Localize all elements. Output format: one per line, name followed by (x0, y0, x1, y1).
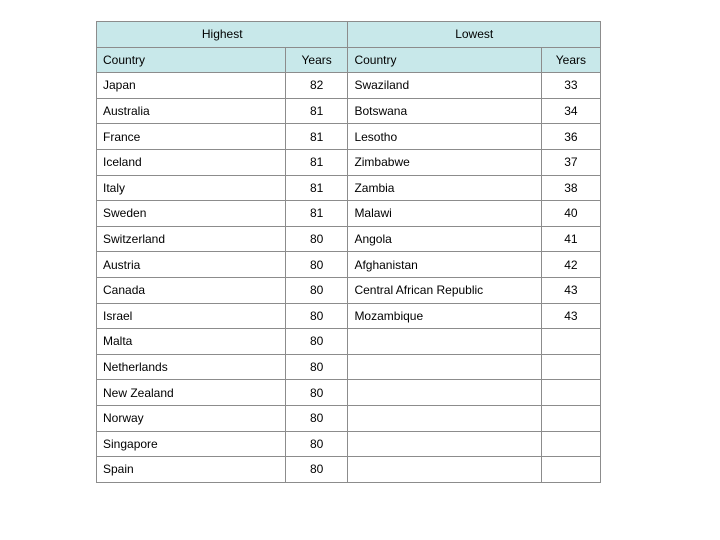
highest-years-cell: 80 (285, 431, 348, 457)
highest-country-cell: Sweden (97, 201, 286, 227)
lowest-years-cell: 34 (541, 98, 600, 124)
highest-years-cell: 81 (285, 98, 348, 124)
table-row (97, 457, 601, 483)
highest-country-cell: New Zealand (97, 380, 286, 406)
highest-country-cell: Italy (97, 175, 286, 201)
highest-country-cell: Austria (97, 252, 286, 278)
highest-country-cell: Australia (97, 98, 286, 124)
highest-years-cell: 80 (285, 405, 348, 431)
highest-years-cell: 80 (285, 354, 348, 380)
highest-country-cell: Norway (97, 405, 286, 431)
lowest-country-cell (348, 431, 541, 457)
highest-years-cell: 80 (285, 329, 348, 355)
lowest-country-cell: Zambia (348, 175, 541, 201)
lowest-country-cell: Afghanistan (348, 252, 541, 278)
lowest-country-cell: Angola (348, 226, 541, 252)
lowest-country-cell (348, 354, 541, 380)
highest-years-cell: 81 (285, 149, 348, 175)
table-row (97, 354, 601, 380)
lowest-years-cell (541, 457, 600, 483)
highest-years-cell: 80 (285, 226, 348, 252)
lowest-country-cell (348, 457, 541, 483)
highest-country-cell: Switzerland (97, 226, 286, 252)
lowest-country-cell: Malawi (348, 201, 541, 227)
lowest-country-cell: Mozambique (348, 303, 541, 329)
lowest-years-cell: 33 (541, 73, 600, 99)
lowest-years-cell: 42 (541, 252, 600, 278)
table-row (97, 149, 601, 175)
lowest-years-cell (541, 405, 600, 431)
lowest-years-cell (541, 380, 600, 406)
column-header-row (97, 47, 601, 73)
lowest-years-cell: 38 (541, 175, 600, 201)
highest-country-cell: Iceland (97, 149, 286, 175)
life-expectancy-table (96, 21, 601, 483)
highest-country-cell: Canada (97, 277, 286, 303)
table-body (97, 73, 601, 483)
highest-country-cell: Israel (97, 303, 286, 329)
table-row (97, 201, 601, 227)
highest-country-cell: Spain (97, 457, 286, 483)
table-row (97, 329, 601, 355)
table-row (97, 405, 601, 431)
table-row (97, 98, 601, 124)
highest-country-cell: Singapore (97, 431, 286, 457)
table-row (97, 431, 601, 457)
highest-years-cell: 81 (285, 201, 348, 227)
highest-years-header: Years (285, 47, 348, 73)
lowest-group-header: Lowest (348, 22, 601, 48)
lowest-country-cell: Lesotho (348, 124, 541, 150)
table-row (97, 226, 601, 252)
highest-years-cell: 81 (285, 124, 348, 150)
lowest-country-header: Country (348, 47, 541, 73)
highest-group-header: Highest (97, 22, 348, 48)
table-row (97, 73, 601, 99)
lowest-years-cell: 43 (541, 277, 600, 303)
highest-years-cell: 80 (285, 252, 348, 278)
lowest-years-cell: 43 (541, 303, 600, 329)
lowest-years-cell: 36 (541, 124, 600, 150)
lowest-years-cell: 37 (541, 149, 600, 175)
highest-years-cell: 81 (285, 175, 348, 201)
table-row (97, 124, 601, 150)
lowest-country-cell: Central African Republic (348, 277, 541, 303)
lowest-years-cell: 41 (541, 226, 600, 252)
table-row (97, 175, 601, 201)
highest-years-cell: 80 (285, 277, 348, 303)
table-row (97, 252, 601, 278)
lowest-years-cell: 40 (541, 201, 600, 227)
highest-years-cell: 80 (285, 303, 348, 329)
highest-years-cell: 82 (285, 73, 348, 99)
lowest-years-cell (541, 431, 600, 457)
lowest-country-cell (348, 380, 541, 406)
table-row (97, 303, 601, 329)
lowest-country-cell (348, 405, 541, 431)
lowest-country-cell (348, 329, 541, 355)
highest-years-cell: 80 (285, 457, 348, 483)
lowest-country-cell: Botswana (348, 98, 541, 124)
highest-country-cell: Japan (97, 73, 286, 99)
table-row (97, 380, 601, 406)
highest-country-header: Country (97, 47, 286, 73)
highest-country-cell: Netherlands (97, 354, 286, 380)
highest-years-cell: 80 (285, 380, 348, 406)
lowest-years-header: Years (541, 47, 600, 73)
lowest-years-cell (541, 329, 600, 355)
lowest-country-cell: Swaziland (348, 73, 541, 99)
highest-country-cell: France (97, 124, 286, 150)
highest-country-cell: Malta (97, 329, 286, 355)
group-header-row (97, 22, 601, 48)
lowest-country-cell: Zimbabwe (348, 149, 541, 175)
lowest-years-cell (541, 354, 600, 380)
table-row (97, 277, 601, 303)
